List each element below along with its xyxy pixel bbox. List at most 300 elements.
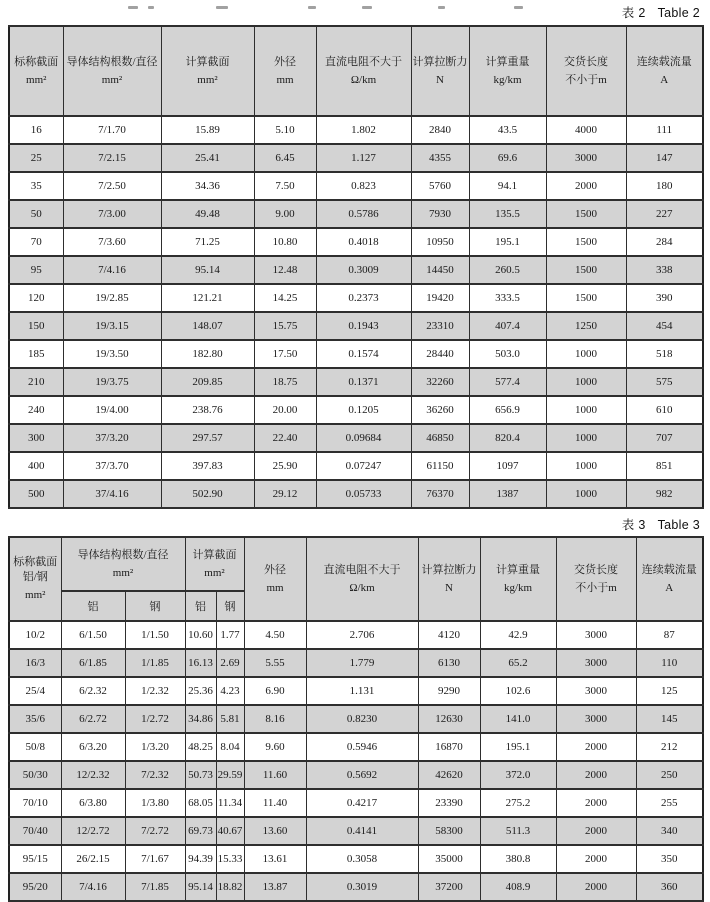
cell: 7/3.00: [63, 200, 161, 228]
table2-caption-en: Table 2: [657, 6, 700, 20]
cell: 5.10: [254, 116, 316, 144]
cell: 18.75: [254, 368, 316, 396]
cell: 407.4: [469, 312, 546, 340]
cell: 110: [636, 649, 703, 677]
header-title: 标称截面: [14, 55, 59, 68]
t2-header-outer-diameter: [254, 26, 316, 116]
cell: 61150: [411, 452, 469, 480]
header-unit: kg/km: [493, 73, 522, 86]
cell: 19420: [411, 284, 469, 312]
cell: 982: [626, 480, 703, 508]
cell: 2000: [556, 845, 636, 873]
cell: 6/1.50: [61, 621, 125, 649]
cell: 22.40: [254, 424, 316, 452]
cell: 28440: [411, 340, 469, 368]
table3-caption-zh: 表 3: [621, 518, 646, 532]
cell: 610: [626, 396, 703, 424]
cell: 350: [636, 845, 703, 873]
cell: 19/3.75: [63, 368, 161, 396]
cell: 210: [9, 368, 63, 396]
cell: 145: [636, 705, 703, 733]
cell: 1000: [546, 452, 626, 480]
table-row: [9, 480, 703, 508]
cell: 10950: [411, 228, 469, 256]
header-title: 连续载流量: [636, 55, 692, 68]
cell: 575: [626, 368, 703, 396]
cell: 11.60: [244, 761, 306, 789]
document-page: [0, 3, 710, 900]
table-row: [9, 340, 703, 368]
cell: 1000: [546, 368, 626, 396]
t3-header-breaking-force: [418, 537, 480, 621]
cell: 94.39: [185, 845, 216, 873]
cell: 9.00: [254, 200, 316, 228]
cell: 1/2.72: [125, 705, 185, 733]
cell: 95.14: [185, 873, 216, 901]
cell: 0.5946: [306, 733, 418, 761]
cell: 58300: [418, 817, 480, 845]
cell: 4.23: [216, 677, 244, 705]
cell: 121.21: [161, 284, 254, 312]
cell: 7/4.16: [61, 873, 125, 901]
t3-header-calculated-section: [185, 537, 244, 591]
header-title: 交货长度: [564, 55, 608, 68]
table2-body: [9, 116, 703, 508]
cell: 19/3.50: [63, 340, 161, 368]
header-title: 标称截面: [13, 556, 58, 568]
cell: 1000: [546, 480, 626, 508]
t3-header-outer-diameter: [244, 537, 306, 621]
header-title: 计算重量: [485, 55, 530, 68]
cell: 1500: [546, 200, 626, 228]
cell: 17.50: [254, 340, 316, 368]
cell: 16: [9, 116, 63, 144]
cell: 7/2.32: [125, 761, 185, 789]
cell: 1000: [546, 340, 626, 368]
cell: 14450: [411, 256, 469, 284]
cell: 4000: [546, 116, 626, 144]
table-row: [9, 200, 703, 228]
cell: 297.57: [161, 424, 254, 452]
cell: 7/3.60: [63, 228, 161, 256]
cell: 502.90: [161, 480, 254, 508]
cell: 0.3009: [316, 256, 411, 284]
header-unit: kg/km: [503, 581, 533, 594]
table-row: [9, 789, 703, 817]
cell: 1097: [469, 452, 546, 480]
cell: 14.25: [254, 284, 316, 312]
cell: 7/1.85: [125, 873, 185, 901]
cell: 65.2: [480, 649, 556, 677]
cell: 1000: [546, 424, 626, 452]
cell: 1250: [546, 312, 626, 340]
cell: 12/2.72: [61, 817, 125, 845]
cell: 1.77: [216, 621, 244, 649]
cell: 95/15: [9, 845, 61, 873]
table3-caption-en: Table 3: [657, 518, 700, 532]
table2-conductor-spec: [8, 25, 704, 509]
cell: 11.34: [216, 789, 244, 817]
cell: 7/2.72: [125, 817, 185, 845]
cell: 4355: [411, 144, 469, 172]
cell: 820.4: [469, 424, 546, 452]
cell: 1387: [469, 480, 546, 508]
cell: 36260: [411, 396, 469, 424]
cell: 1500: [546, 256, 626, 284]
cell: 511.3: [480, 817, 556, 845]
cell: 25: [9, 144, 63, 172]
cell: 50.73: [185, 761, 216, 789]
cell: 1000: [546, 396, 626, 424]
cell: 5.55: [244, 649, 306, 677]
cell: 2840: [411, 116, 469, 144]
cell: 5.81: [216, 705, 244, 733]
cell: 8.04: [216, 733, 244, 761]
cell: 9290: [418, 677, 480, 705]
cell: 6/2.72: [61, 705, 125, 733]
cell: 95/20: [9, 873, 61, 901]
header-unit: 不小于m: [575, 581, 617, 594]
table-row: [9, 256, 703, 284]
cell: 2000: [556, 817, 636, 845]
header-title: 导体结构根数/直径: [66, 55, 158, 68]
cell: 37/3.20: [63, 424, 161, 452]
header-title: 导体结构根数/直径: [77, 548, 169, 561]
cell: 15.89: [161, 116, 254, 144]
t2-header-nominal-section: [9, 26, 63, 116]
cell: 12630: [418, 705, 480, 733]
cell: 0.2373: [316, 284, 411, 312]
cell: 16.13: [185, 649, 216, 677]
cell: 408.9: [480, 873, 556, 901]
cell: 7.50: [254, 172, 316, 200]
header-subtitle: 铝/钢: [22, 571, 48, 583]
table-row: [9, 312, 703, 340]
cell: 50/30: [9, 761, 61, 789]
cell: 2000: [546, 172, 626, 200]
cell: 454: [626, 312, 703, 340]
t2-header-continuous-ampacity: [626, 26, 703, 116]
header-unit: mm²: [26, 73, 47, 86]
cell: 125: [636, 677, 703, 705]
cell: 37/3.70: [63, 452, 161, 480]
cell: 260.5: [469, 256, 546, 284]
cell: 255: [636, 789, 703, 817]
cell: 1500: [546, 228, 626, 256]
cell: 76370: [411, 480, 469, 508]
header-title: 计算截面: [185, 55, 230, 68]
header-title: 计算拉断力: [421, 563, 477, 576]
cell: 0.09684: [316, 424, 411, 452]
cell: 3000: [556, 649, 636, 677]
table-row: [9, 733, 703, 761]
cell: 0.07247: [316, 452, 411, 480]
cell: 147: [626, 144, 703, 172]
cell: 19/2.85: [63, 284, 161, 312]
table3-header-row-1: [9, 537, 703, 591]
header-unit: N: [436, 73, 444, 86]
table-row: [9, 368, 703, 396]
cell: 25.41: [161, 144, 254, 172]
cell: 0.4141: [306, 817, 418, 845]
cell: 185: [9, 340, 63, 368]
cell: 15.75: [254, 312, 316, 340]
t2-header-calculated-section: [161, 26, 254, 116]
cell: 0.4217: [306, 789, 418, 817]
cell: 42.9: [480, 621, 556, 649]
cell: 7930: [411, 200, 469, 228]
table-row: [9, 621, 703, 649]
cell: 6.90: [244, 677, 306, 705]
table-row: [9, 677, 703, 705]
cell: 0.05733: [316, 480, 411, 508]
cell: 70/40: [9, 817, 61, 845]
cell: 7/1.70: [63, 116, 161, 144]
t2-header-dc-resistance: [316, 26, 411, 116]
table-row: [9, 424, 703, 452]
cell: 2000: [556, 789, 636, 817]
t2-header-breaking-force: [411, 26, 469, 116]
cell: 212: [636, 733, 703, 761]
cell: 19/3.15: [63, 312, 161, 340]
cell: 333.5: [469, 284, 546, 312]
cell: 94.1: [469, 172, 546, 200]
cell: 250: [636, 761, 703, 789]
t2-header-delivery-length: [546, 26, 626, 116]
header-unit: Ω/km: [350, 73, 377, 86]
cell: 49.48: [161, 200, 254, 228]
cell: 46850: [411, 424, 469, 452]
cell: 15.33: [216, 845, 244, 873]
cell: 7/4.16: [63, 256, 161, 284]
t3-subheader-conductor-steel: 钢: [125, 591, 185, 621]
table-row: [9, 705, 703, 733]
header-unit: mm²: [101, 73, 123, 86]
cell: 577.4: [469, 368, 546, 396]
cell: 0.1574: [316, 340, 411, 368]
table2-caption-zh: 表 2: [621, 6, 646, 20]
cell: 0.5692: [306, 761, 418, 789]
cell: 12.48: [254, 256, 316, 284]
cell: 195.1: [480, 733, 556, 761]
cell: 195.1: [469, 228, 546, 256]
table3-acsr-spec: [8, 536, 704, 902]
cell: 25.36: [185, 677, 216, 705]
cell: 4120: [418, 621, 480, 649]
t3-header-dc-resistance: [306, 537, 418, 621]
cell: 35: [9, 172, 63, 200]
cell: 397.83: [161, 452, 254, 480]
cell: 3000: [556, 705, 636, 733]
table-row: [9, 845, 703, 873]
cell: 7/2.15: [63, 144, 161, 172]
cell: 6130: [418, 649, 480, 677]
cell: 95: [9, 256, 63, 284]
cell: 1/3.20: [125, 733, 185, 761]
cell: 0.5786: [316, 200, 411, 228]
header-unit: mm: [266, 581, 284, 594]
cell: 8.16: [244, 705, 306, 733]
cell: 284: [626, 228, 703, 256]
t2-header-conductor-structure: [63, 26, 161, 116]
cell: 19/4.00: [63, 396, 161, 424]
cell: 16870: [418, 733, 480, 761]
cell: 13.87: [244, 873, 306, 901]
cell: 5760: [411, 172, 469, 200]
t3-subheader-conductor-aluminum: 铝: [61, 591, 125, 621]
cell: 3000: [546, 144, 626, 172]
cell: 120: [9, 284, 63, 312]
table3-body: [9, 621, 703, 901]
cell: 1.131: [306, 677, 418, 705]
cell: 141.0: [480, 705, 556, 733]
cell: 95.14: [161, 256, 254, 284]
cell: 0.3058: [306, 845, 418, 873]
cell: 40.67: [216, 817, 244, 845]
cell: 13.60: [244, 817, 306, 845]
cell: 2.69: [216, 649, 244, 677]
cell: 26/2.15: [61, 845, 125, 873]
cell: 1.802: [316, 116, 411, 144]
header-unit: mm: [276, 73, 294, 86]
t3-header-continuous-ampacity: [636, 537, 703, 621]
t3-header-delivery-length: [556, 537, 636, 621]
cell: 43.5: [469, 116, 546, 144]
header-unit: A: [665, 581, 674, 594]
cell: 227: [626, 200, 703, 228]
cell: 1/3.80: [125, 789, 185, 817]
cell: 10/2: [9, 621, 61, 649]
header-title: 计算拉断力: [412, 55, 468, 68]
cell: 372.0: [480, 761, 556, 789]
cell: 16/3: [9, 649, 61, 677]
cell: 0.1205: [316, 396, 411, 424]
cell: 380.8: [480, 845, 556, 873]
cell: 4.50: [244, 621, 306, 649]
cell: 180: [626, 172, 703, 200]
t3-header-weight: [480, 537, 556, 621]
cell: 2000: [556, 873, 636, 901]
header-unit: Ω/km: [349, 581, 375, 594]
cell: 6.45: [254, 144, 316, 172]
table-row: [9, 228, 703, 256]
cell: 3000: [556, 621, 636, 649]
cell: 87: [636, 621, 703, 649]
cell: 13.61: [244, 845, 306, 873]
cell: 42620: [418, 761, 480, 789]
cell: 3000: [556, 677, 636, 705]
cell: 150: [9, 312, 63, 340]
clipped-text-fragments: [0, 3, 710, 12]
cell: 1/1.85: [125, 649, 185, 677]
cell: 656.9: [469, 396, 546, 424]
t3-header-nominal-section: [9, 537, 61, 621]
cell: 518: [626, 340, 703, 368]
cell: 338: [626, 256, 703, 284]
cell: 0.1943: [316, 312, 411, 340]
cell: 0.3019: [306, 873, 418, 901]
cell: 35/6: [9, 705, 61, 733]
cell: 2000: [556, 733, 636, 761]
cell: 37200: [418, 873, 480, 901]
cell: 70/10: [9, 789, 61, 817]
cell: 111: [626, 116, 703, 144]
cell: 2.706: [306, 621, 418, 649]
table-row: [9, 144, 703, 172]
cell: 29.59: [216, 761, 244, 789]
table-row: [9, 116, 703, 144]
cell: 1.779: [306, 649, 418, 677]
cell: 29.12: [254, 480, 316, 508]
cell: 48.25: [185, 733, 216, 761]
header-unit: 不小于m: [565, 73, 607, 86]
header-unit: mm²: [197, 73, 218, 86]
cell: 0.4018: [316, 228, 411, 256]
cell: 851: [626, 452, 703, 480]
header-unit: mm²: [112, 566, 134, 579]
cell: 209.85: [161, 368, 254, 396]
cell: 360: [636, 873, 703, 901]
cell: 6/1.85: [61, 649, 125, 677]
cell: 6/3.20: [61, 733, 125, 761]
cell: 11.40: [244, 789, 306, 817]
cell: 69.6: [469, 144, 546, 172]
cell: 6/2.32: [61, 677, 125, 705]
header-title: 计算截面: [192, 548, 237, 561]
table3-caption: [8, 515, 702, 533]
cell: 0.1371: [316, 368, 411, 396]
table2-header-row: [9, 26, 703, 116]
cell: 340: [636, 817, 703, 845]
cell: 50: [9, 200, 63, 228]
header-unit: mm²: [25, 589, 46, 601]
cell: 70: [9, 228, 63, 256]
cell: 500: [9, 480, 63, 508]
cell: 35000: [418, 845, 480, 873]
cell: 0.8230: [306, 705, 418, 733]
header-title: 直流电阻不大于: [325, 55, 402, 68]
cell: 240: [9, 396, 63, 424]
cell: 135.5: [469, 200, 546, 228]
cell: 238.76: [161, 396, 254, 424]
cell: 20.00: [254, 396, 316, 424]
t3-subheader-section-steel: 钢: [216, 591, 244, 621]
table-row: [9, 817, 703, 845]
cell: 390: [626, 284, 703, 312]
cell: 10.80: [254, 228, 316, 256]
table-row: [9, 172, 703, 200]
cell: 2000: [556, 761, 636, 789]
cell: 34.86: [185, 705, 216, 733]
cell: 37/4.16: [63, 480, 161, 508]
header-title: 连续载流量: [641, 563, 697, 576]
cell: 7/1.67: [125, 845, 185, 873]
cell: 102.6: [480, 677, 556, 705]
t2-header-weight: [469, 26, 546, 116]
cell: 275.2: [480, 789, 556, 817]
header-unit: mm²: [204, 566, 225, 579]
cell: 71.25: [161, 228, 254, 256]
header-unit: N: [445, 581, 453, 594]
header-title: 外径: [264, 563, 286, 576]
cell: 1/2.32: [125, 677, 185, 705]
header-title: 计算重量: [496, 563, 540, 576]
header-title: 直流电阻不大于: [323, 563, 401, 576]
cell: 503.0: [469, 340, 546, 368]
cell: 50/8: [9, 733, 61, 761]
cell: 18.82: [216, 873, 244, 901]
cell: 300: [9, 424, 63, 452]
